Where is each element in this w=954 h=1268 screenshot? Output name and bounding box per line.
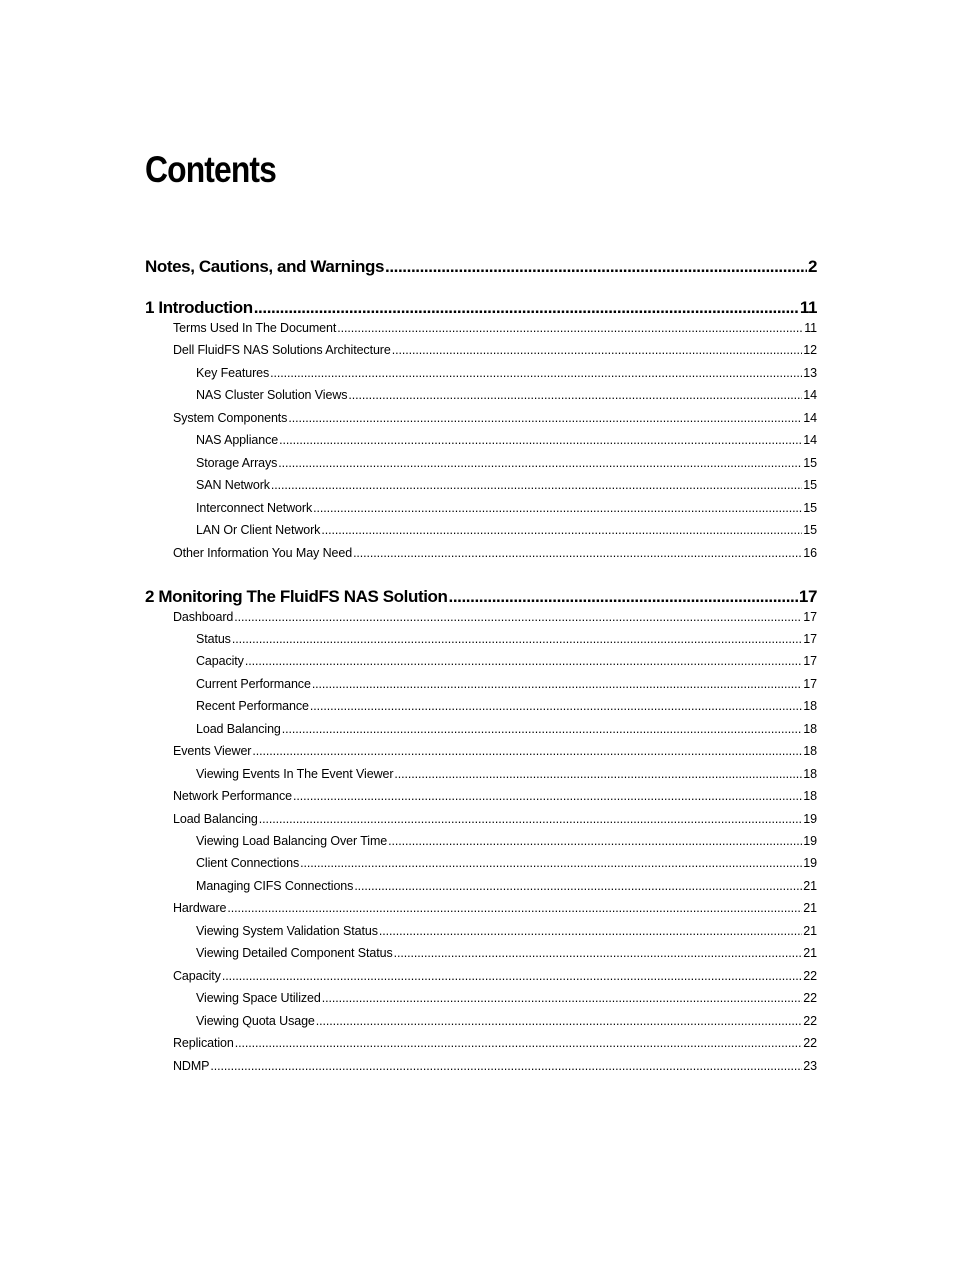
toc-page-number: 21 (803, 923, 817, 938)
toc-section-entry[interactable] (145, 789, 817, 803)
toc-subsection-entry[interactable] (145, 856, 817, 870)
toc-page-number: 23 (803, 1058, 817, 1073)
toc-leader-dots (310, 699, 802, 713)
toc-section-entry[interactable] (145, 1059, 817, 1073)
toc-page-number: 11 (799, 298, 817, 317)
toc-subsection-entry[interactable] (145, 879, 817, 893)
toc-page-number: 22 (803, 991, 817, 1006)
toc-entry-label: Viewing Space Utilized (196, 991, 321, 1006)
toc-subsection-entry[interactable] (145, 366, 817, 380)
toc-leader-dots (282, 722, 802, 736)
toc-section-entry[interactable] (145, 546, 817, 560)
toc-section-entry[interactable] (145, 901, 817, 915)
toc-entry-label: Managing CIFS Connections (196, 878, 354, 893)
toc-page-number: 15 (803, 523, 817, 538)
toc-section-entry[interactable] (145, 411, 817, 425)
toc-entry-label: Viewing Detailed Component Status (196, 946, 393, 961)
toc-entry-label: Notes, Cautions, and Warnings (145, 257, 385, 276)
toc-entry-label: NAS Cluster Solution Views (196, 388, 348, 403)
toc-leader-dots (245, 654, 802, 668)
toc-page-number: 17 (798, 586, 817, 606)
toc-leader-dots (313, 501, 802, 515)
toc-leader-dots (300, 856, 802, 870)
toc-leader-dots (321, 523, 802, 537)
toc-entry-label: Interconnect Network (196, 500, 313, 515)
toc-leader-dots (316, 1014, 803, 1028)
toc-entry-label: NDMP (173, 1058, 210, 1073)
toc-section-entry[interactable] (145, 744, 817, 758)
toc-entry-label: Replication (173, 1036, 234, 1051)
toc-entry-label: Storage Arrays (196, 455, 278, 470)
toc-page-number: 2 (807, 257, 817, 276)
toc-subsection-entry[interactable] (145, 677, 817, 691)
toc-leader-dots (210, 1059, 802, 1073)
toc-subsection-entry[interactable] (145, 388, 817, 402)
toc-page-number: 15 (803, 500, 817, 515)
toc-entry-label: Viewing Load Balancing Over Time (196, 834, 388, 848)
toc-section-entry[interactable] (145, 812, 817, 826)
page-title: Contents (145, 149, 277, 190)
toc-leader-dots (270, 366, 802, 380)
toc-leader-dots (394, 946, 803, 960)
toc-subsection-entry[interactable] (145, 654, 817, 668)
toc-page-number: 18 (803, 699, 817, 714)
toc-chapter-entry[interactable] (145, 587, 817, 607)
toc-subsection-entry[interactable] (145, 991, 817, 1005)
toc-leader-dots (322, 991, 803, 1005)
toc-section-entry[interactable] (145, 321, 817, 335)
toc-entry-label: Capacity (196, 654, 244, 669)
toc-leader-dots (353, 546, 802, 560)
toc-subsection-entry[interactable] (145, 722, 817, 736)
toc-entry-label: Events Viewer (173, 744, 252, 759)
toc-leader-dots (227, 901, 802, 915)
toc-leader-dots (278, 456, 802, 470)
toc-subsection-entry[interactable] (145, 924, 817, 938)
toc-page-number: 15 (803, 478, 817, 493)
toc-chapter-entry[interactable] (145, 257, 817, 277)
toc-entry-label: SAN Network (196, 478, 270, 493)
toc-leader-dots (259, 812, 802, 826)
toc-leader-dots (235, 1036, 803, 1050)
toc-entry-label: 1 Introduction (145, 298, 253, 317)
toc-page-number: 14 (803, 410, 817, 425)
toc-page-number: 18 (803, 789, 817, 804)
toc-subsection-entry[interactable] (145, 456, 817, 470)
toc-section-entry[interactable] (145, 610, 817, 624)
toc-entry-label: Network Performance (173, 789, 292, 804)
toc-leader-dots (288, 411, 802, 425)
toc-entry-label: Current Performance (196, 676, 311, 691)
toc-section-entry[interactable] (145, 969, 817, 983)
toc-entry-label: 2 Monitoring The FluidFS NAS Solution (145, 586, 448, 606)
toc-subsection-entry[interactable] (145, 699, 817, 713)
toc-page-number: 17 (803, 609, 817, 624)
toc-entry-label: Dashboard (173, 609, 234, 624)
toc-subsection-entry[interactable] (145, 523, 817, 537)
toc-leader-dots (392, 343, 803, 357)
toc-entry-label: NAS Appliance (196, 433, 279, 448)
toc-page-number: 14 (803, 433, 817, 448)
toc-entry-label: LAN Or Client Network (196, 523, 321, 538)
toc-page-number: 16 (803, 545, 817, 560)
toc-entry-label: Hardware (173, 901, 227, 916)
toc-entry-label: Capacity (173, 968, 221, 983)
toc-leader-dots (222, 969, 802, 983)
toc-subsection-entry[interactable] (145, 834, 817, 848)
toc-entry-label: Dell FluidFS NAS Solutions Architecture (173, 343, 391, 358)
toc-leader-dots (279, 433, 802, 447)
toc-leader-dots (449, 587, 798, 607)
toc-page-number: 21 (803, 878, 817, 893)
toc-leader-dots (385, 257, 807, 277)
toc-chapter-entry[interactable] (145, 298, 817, 318)
toc-page-number: 15 (803, 455, 817, 470)
toc-page-number: 22 (803, 1013, 817, 1028)
toc-entry-label: Load Balancing (173, 811, 258, 826)
toc-page-number: 17 (803, 631, 817, 646)
toc-leader-dots (254, 298, 799, 318)
toc-page-number: 12 (803, 343, 817, 358)
toc-page-number: 13 (803, 365, 817, 380)
toc-leader-dots (354, 879, 802, 893)
toc-page-number: 17 (803, 654, 817, 669)
toc-page-number: 18 (803, 766, 817, 781)
toc-subsection-entry[interactable] (145, 1014, 817, 1028)
toc-leader-dots (234, 610, 802, 624)
toc-page-number: 19 (803, 834, 817, 848)
toc-subsection-entry[interactable] (145, 433, 817, 447)
toc-leader-dots (337, 321, 803, 335)
toc-page-number: 22 (803, 968, 817, 983)
toc-page-number: 14 (803, 388, 817, 403)
toc-page-number: 21 (803, 901, 817, 916)
toc-leader-dots (252, 744, 802, 758)
toc-leader-dots (388, 834, 802, 848)
toc-page-number: 11 (804, 321, 817, 335)
toc-entry-label: Client Connections (196, 856, 300, 871)
toc-section-entry[interactable] (145, 1036, 817, 1050)
toc-leader-dots (394, 767, 802, 781)
toc-leader-dots (348, 388, 802, 402)
toc-entry-label: Terms Used In The Document (173, 321, 337, 335)
toc-entry-label: Load Balancing (196, 721, 281, 736)
toc-entry-label: Recent Performance (196, 699, 309, 714)
toc-page-number: 18 (803, 744, 817, 759)
toc-page-number: 22 (803, 1036, 817, 1051)
toc-subsection-entry[interactable] (145, 632, 817, 646)
toc-leader-dots (293, 789, 802, 803)
toc-leader-dots (312, 677, 802, 691)
toc-leader-dots (232, 632, 802, 646)
toc-leader-dots (271, 478, 802, 492)
toc-page-number: 21 (803, 946, 817, 961)
toc-subsection-entry[interactable] (145, 501, 817, 515)
toc-page-number: 19 (803, 811, 817, 826)
toc-page-number: 19 (803, 856, 817, 871)
toc-entry-label: Key Features (196, 365, 270, 380)
toc-entry-label: Other Information You May Need (173, 545, 353, 560)
toc-entry-label: Status (196, 631, 231, 646)
toc-leader-dots (379, 924, 802, 938)
toc-section-entry[interactable] (145, 343, 817, 357)
toc-subsection-entry[interactable] (145, 946, 817, 960)
toc-entry-label: Viewing System Validation Status (196, 923, 378, 938)
toc-entry-label: System Components (173, 410, 288, 425)
toc-entry-label: Viewing Quota Usage (196, 1013, 315, 1028)
toc-page-number: 17 (803, 676, 817, 691)
toc-page-number: 18 (803, 721, 817, 736)
toc-subsection-entry[interactable] (145, 767, 817, 781)
toc-entry-label: Viewing Events In The Event Viewer (196, 766, 394, 781)
toc-subsection-entry[interactable] (145, 478, 817, 492)
